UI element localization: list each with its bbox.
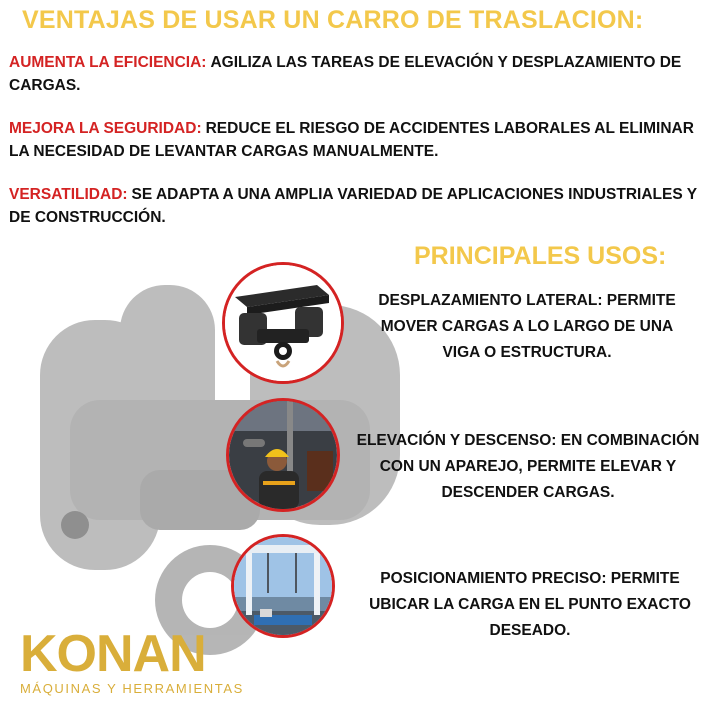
benefit-efficiency — [9, 51, 709, 97]
brand-logo-tagline: MÁQUINAS Y HERRAMIENTAS — [20, 681, 244, 696]
benefit-lead: MEJORA LA SEGURIDAD: — [9, 120, 202, 137]
use-image-hoist — [226, 398, 340, 512]
benefit-lead: AUMENTA LA EFICIENCIA: — [9, 54, 207, 71]
page-title: VENTAJAS DE USAR UN CARRO DE TRASLACION: — [22, 6, 644, 34]
benefit-text: AGILIZA LAS TAREAS DE ELEVACIÓN Y DESPLAZAMIENTO DE CARGAS. — [9, 54, 682, 94]
benefit-text: REDUCE EL RIESGO DE ACCIDENTES LABORALES AL ELIMINAR LA NECESIDAD DE LEVANTAR CARGAS MANUALMENTE. — [9, 120, 694, 160]
use-lateral-text: DESPLAZAMIENTO LATERAL: PERMITE MOVER CARGAS A LO LARGO DE UNA VIGA O ESTRUCTURA. — [378, 292, 676, 361]
benefit-safety — [9, 117, 709, 163]
trolley-icon — [225, 265, 341, 381]
benefit-lead: VERSATILIDAD: — [9, 186, 128, 203]
worker-hoist-icon — [229, 401, 337, 509]
use-image-trolley — [222, 262, 344, 384]
benefit-versatility — [9, 183, 709, 229]
gantry-crane-icon — [234, 537, 332, 635]
use-image-gantry — [231, 534, 335, 638]
use-positioning-text: POSICIONAMIENTO PRECISO: PERMITE UBICAR LA CARGA EN EL PUNTO EXACTO DESEADO. — [369, 570, 691, 639]
use-elevation-text: ELEVACIÓN Y DESCENSO: EN COMBINACIÓN CON UN APAREJO, PERMITE ELEVAR Y DESCENDER CARGAS. — [356, 432, 700, 501]
brand-logo-wordmark: KONAN — [20, 625, 206, 683]
uses-title: PRINCIPALES USOS: — [414, 242, 667, 270]
benefit-text: SE ADAPTA A UNA AMPLIA VARIEDAD DE APLICACIONES INDUSTRIALES Y DE CONSTRUCCIÓN. — [9, 186, 697, 226]
